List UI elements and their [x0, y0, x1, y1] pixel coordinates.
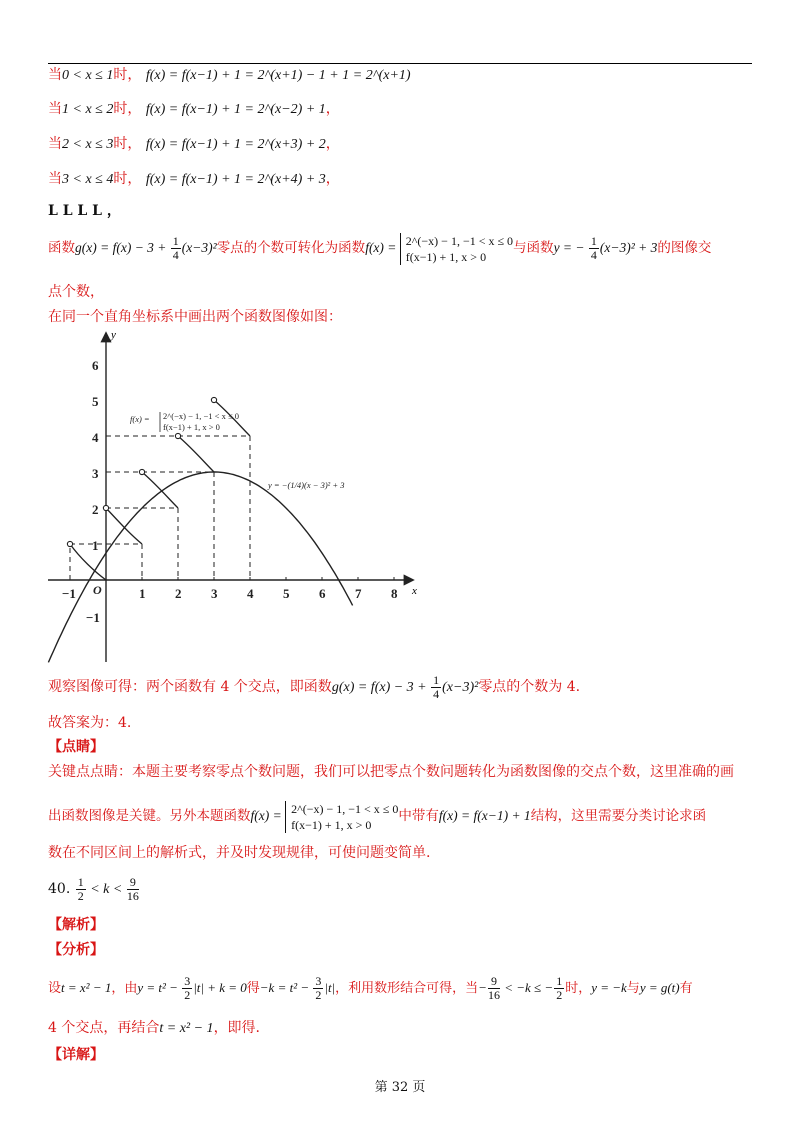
open-point [103, 505, 108, 510]
case-line-2: 当1 < x ≤ 2时， f(x) = f(x−1) + 1 = 2^(x−2) + 1， [48, 101, 340, 117]
section-xiangjie: 【详解】 [48, 1047, 104, 1063]
case-line-3: 当2 < x ≤ 3时， f(x) = f(x−1) + 1 = 2^(x+3) + 2， [48, 136, 340, 152]
case-line-4: 当3 < x ≤ 4时， f(x) = f(x−1) + 1 = 2^(x+4) + 3， [48, 171, 340, 187]
x-tick: 1 [139, 586, 146, 601]
x-tick: −1 [62, 586, 76, 601]
section-jiexi: 【解析】 [48, 917, 104, 933]
open-point [175, 433, 180, 438]
section-dianjing: 【点睛】 [48, 739, 104, 755]
origin-label: O [93, 583, 102, 597]
x-tick: 3 [211, 586, 218, 601]
transform-line: 函数g(x) = f(x) − 3 + $\frac{1}{4}$ (x−3)²零点的个数可转化为函数f(x) = 2^(−x) − 1, −1 < x ≤ 0 f(x−1) + 1, x > 0 与函数y = − $\frac{1}{4}$ (x−3)² + 3的图像交 [48, 233, 712, 264]
x-tick: 7 [355, 586, 362, 601]
y-tick: 4 [92, 430, 99, 445]
case-line-1: 当0 < x ≤ 1时， f(x) = f(x−1) + 1 = 2^(x+1) − 1 + 1 = 2^(x+1) [48, 67, 411, 83]
analysis-line-1: 设t = x² − 1，由y = t² − $\frac{3}{2}$ |t| + k = 0得−k = t² − $\frac{3}{2}$ |t|，利用数形结合可得，当− $\frac{9}{16}$ < −k ≤ − $\frac{1}{2}$ 时，y = −k与y = g(t)有 [48, 974, 693, 1002]
answer-40: 40. $\frac{1}{2}$ < k < $\frac{9}{16}$ [48, 874, 139, 903]
analysis-line-2: 4 个交点，再结合t = x² − 1，即得. [48, 1020, 261, 1036]
page-number: 第 32 页 [374, 1080, 426, 1095]
open-point [139, 469, 144, 474]
x-tick: 8 [391, 586, 398, 601]
header-rule [48, 63, 752, 64]
function-graph [40, 322, 430, 667]
open-point [211, 397, 216, 402]
observation-line: 观察图像可得：两个函数有 4 个交点，即函数g(x) = f(x) − 3 + $\frac{1}{4}$ (x−3)²零点的个数为 4. [48, 672, 581, 701]
open-point [67, 541, 72, 546]
x-axis-label: x [412, 585, 417, 597]
key-point-line-2: 出函数图像是关键。另外本题函数f(x) = 2^(−x) − 1, −1 < x ≤ 0 f(x−1) + 1, x > 0 中带有f(x) = f(x−1) + 1结构，这里需要分类讨论求函 [48, 801, 707, 832]
y-tick: −1 [86, 610, 100, 625]
y-axis-label: y [111, 329, 116, 341]
x-tick: 5 [283, 586, 290, 601]
y-tick: 6 [92, 358, 99, 373]
ellipsis-line: L L L L ， [48, 203, 121, 219]
svg-text:2^(−x) − 1, −1 < x ≤ 0: 2^(−x) − 1, −1 < x ≤ 0 [163, 411, 239, 421]
parabola-curve [48, 472, 352, 662]
key-point-line-3: 数在不同区间上的解析式，并及时发现规律，可使问题变简单. [48, 845, 431, 861]
y-tick: 3 [92, 466, 99, 481]
section-fenxi: 【分析】 [48, 942, 104, 958]
answer-line: 故答案为：4. [48, 715, 132, 731]
y-tick: 2 [92, 502, 99, 517]
draw-graph-line: 在同一个直角坐标系中画出两个函数图像如图： [48, 309, 342, 325]
y-tick: 5 [92, 394, 99, 409]
x-tick: 2 [175, 586, 182, 601]
svg-text:f(x) =: f(x) = [130, 414, 150, 424]
f-label [130, 411, 239, 432]
transform-line-cont: 点个数， [48, 284, 104, 300]
key-point-line-1: 关键点点睛：本题主要考察零点个数问题，我们可以把零点个数问题转化为函数图像的交点个数，这里准确的画 [48, 764, 734, 780]
x-tick: 4 [247, 586, 254, 601]
parabola-label: y = −(1/4)(x − 3)² + 3 [268, 480, 345, 490]
svg-text:f(x−1) + 1, x > 0: f(x−1) + 1, x > 0 [163, 422, 220, 432]
y-tick: 1 [92, 538, 99, 553]
x-tick: 6 [319, 586, 326, 601]
